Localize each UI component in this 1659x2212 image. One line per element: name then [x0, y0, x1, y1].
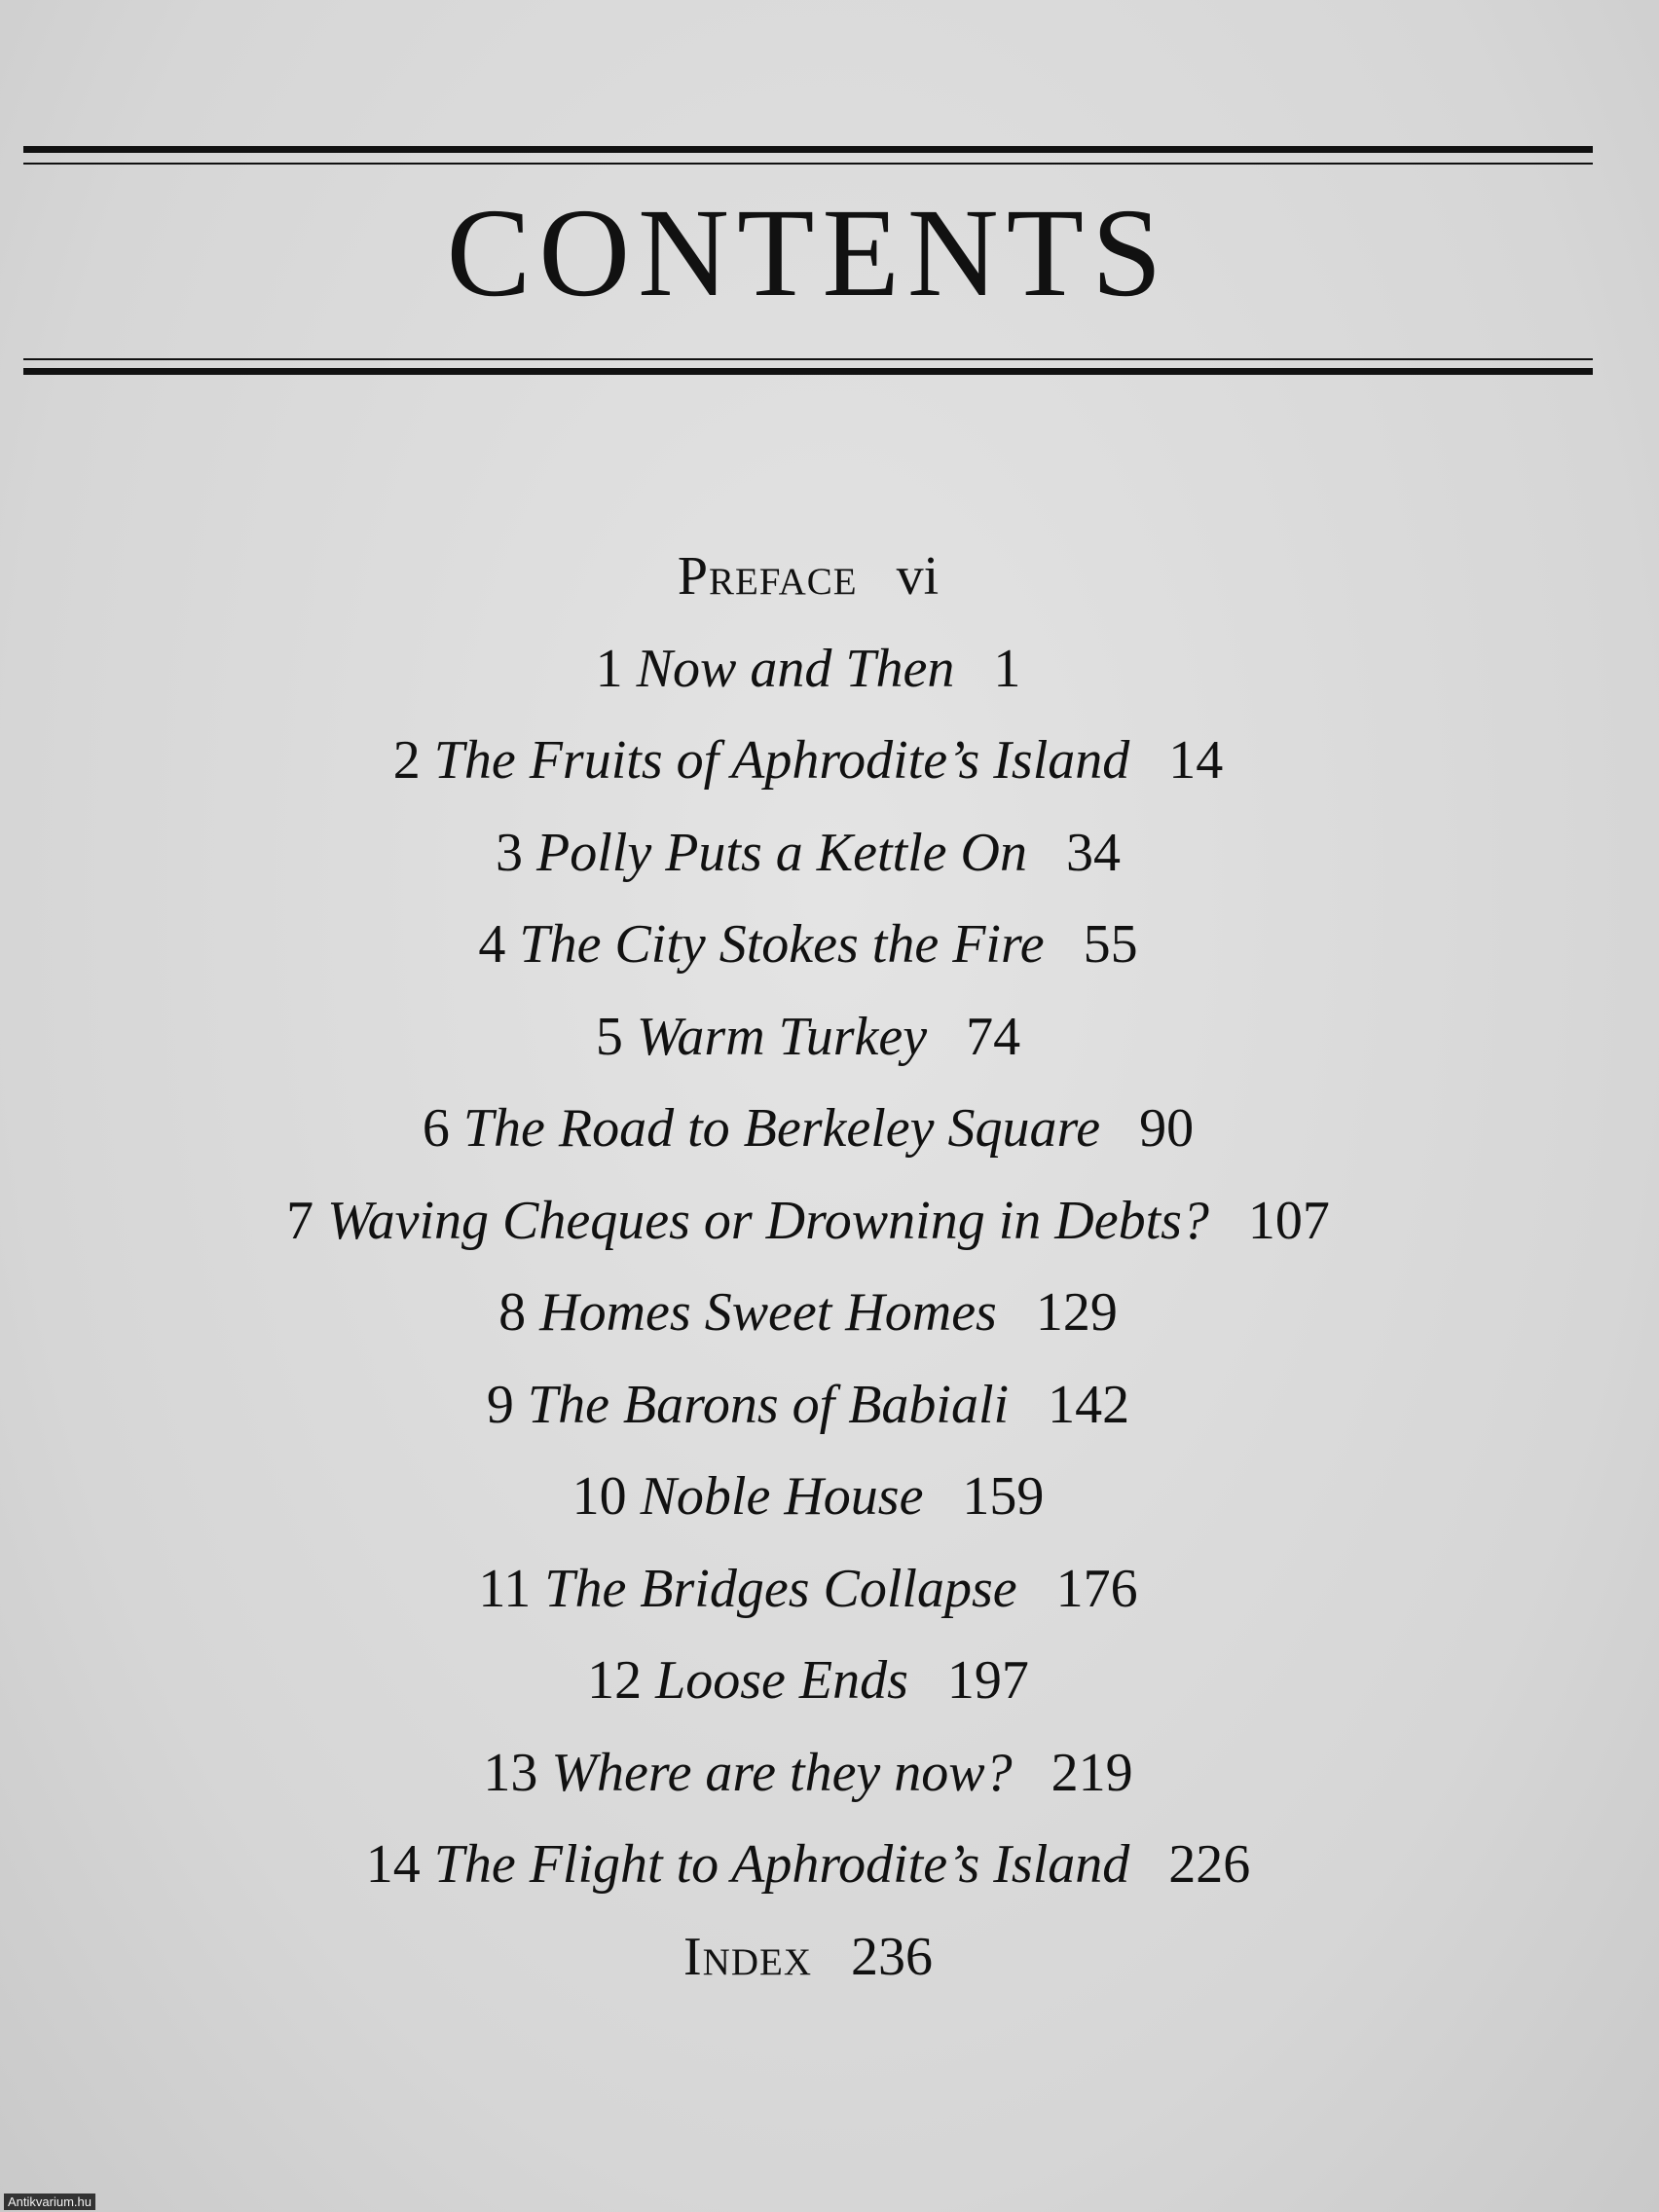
chapter-title: Now and Then	[636, 638, 955, 699]
table-of-contents	[0, 531, 1616, 2003]
chapter-title: The Fruits of Aphrodite’s Island	[433, 730, 1130, 791]
top-rule-thick	[23, 146, 1593, 153]
toc-entry	[0, 1083, 1616, 1175]
page-number: 159	[962, 1466, 1045, 1527]
toc-entry	[0, 1911, 1616, 2004]
chapter-title: Homes Sweet Homes	[539, 1282, 997, 1343]
page-number: vi	[896, 546, 940, 607]
chapter-title: Waving Cheques or Drowning in Debts?	[327, 1190, 1209, 1251]
chapter-number: 3	[496, 822, 524, 883]
chapter-number: 2	[392, 730, 421, 791]
chapter-title: The Barons of Babiali	[527, 1374, 1010, 1435]
bottom-rule-thick	[23, 368, 1593, 375]
chapter-title: Polly Puts a Kettle On	[536, 822, 1027, 883]
page-number: 107	[1247, 1190, 1330, 1251]
chapter-title: The City Stokes the Fire	[519, 914, 1045, 975]
chapter-title: The Flight to Aphrodite’s Island	[433, 1834, 1130, 1895]
chapter-title: The Road to Berkeley Square	[462, 1098, 1101, 1159]
page-number: 176	[1055, 1558, 1138, 1619]
toc-entry	[0, 1451, 1616, 1543]
toc-entry	[0, 1819, 1616, 1911]
chapter-number: 8	[498, 1282, 527, 1343]
toc-entry	[0, 531, 1616, 623]
chapter-number: 6	[422, 1098, 450, 1159]
bottom-rule-thin	[23, 358, 1593, 360]
chapter-number: 12	[587, 1650, 643, 1711]
chapter-title: Warm Turkey	[636, 1006, 928, 1067]
toc-entry	[0, 807, 1616, 900]
page-number: 90	[1139, 1098, 1195, 1159]
chapter-number: 5	[595, 1006, 623, 1067]
page-number: 236	[850, 1926, 933, 1987]
chapter-number: 10	[571, 1466, 627, 1527]
page-number: 129	[1035, 1282, 1118, 1343]
chapter-number: 7	[286, 1190, 314, 1251]
chapter-number: 1	[595, 638, 623, 699]
toc-entry	[0, 1267, 1616, 1359]
toc-entry	[0, 991, 1616, 1084]
chapter-title: Where are they now?	[551, 1742, 1013, 1803]
chapter-title: The Bridges Collapse	[544, 1558, 1017, 1619]
chapter-title: Loose Ends	[655, 1650, 908, 1711]
toc-entry	[0, 623, 1616, 716]
page-number: 197	[946, 1650, 1029, 1711]
toc-entry	[0, 899, 1616, 991]
page-number: 55	[1083, 914, 1138, 975]
toc-entry	[0, 715, 1616, 807]
toc-entry	[0, 1727, 1616, 1820]
page-number: 226	[1168, 1834, 1251, 1895]
page-number: 1	[993, 638, 1021, 699]
contents-heading: CONTENTS	[446, 183, 1170, 323]
chapter-number: 11	[478, 1558, 532, 1619]
page-number: 34	[1065, 822, 1121, 883]
page-number: 142	[1048, 1374, 1130, 1435]
page-number: 14	[1168, 730, 1224, 791]
chapter-title: Index	[683, 1926, 812, 1987]
chapter-number: 9	[486, 1374, 514, 1435]
page-number: 219	[1051, 1742, 1133, 1803]
page-number: 74	[966, 1006, 1021, 1067]
toc-entry	[0, 1543, 1616, 1636]
watermark: Antikvarium.hu	[4, 2194, 95, 2210]
chapter-number: 14	[365, 1834, 421, 1895]
chapter-number: 4	[478, 914, 506, 975]
toc-entry	[0, 1635, 1616, 1727]
chapter-title: Preface	[677, 546, 858, 607]
toc-entry	[0, 1359, 1616, 1452]
chapter-number: 13	[483, 1742, 538, 1803]
top-rule-thin	[23, 163, 1593, 165]
toc-entry	[0, 1175, 1616, 1268]
chapter-title: Noble House	[640, 1466, 924, 1527]
